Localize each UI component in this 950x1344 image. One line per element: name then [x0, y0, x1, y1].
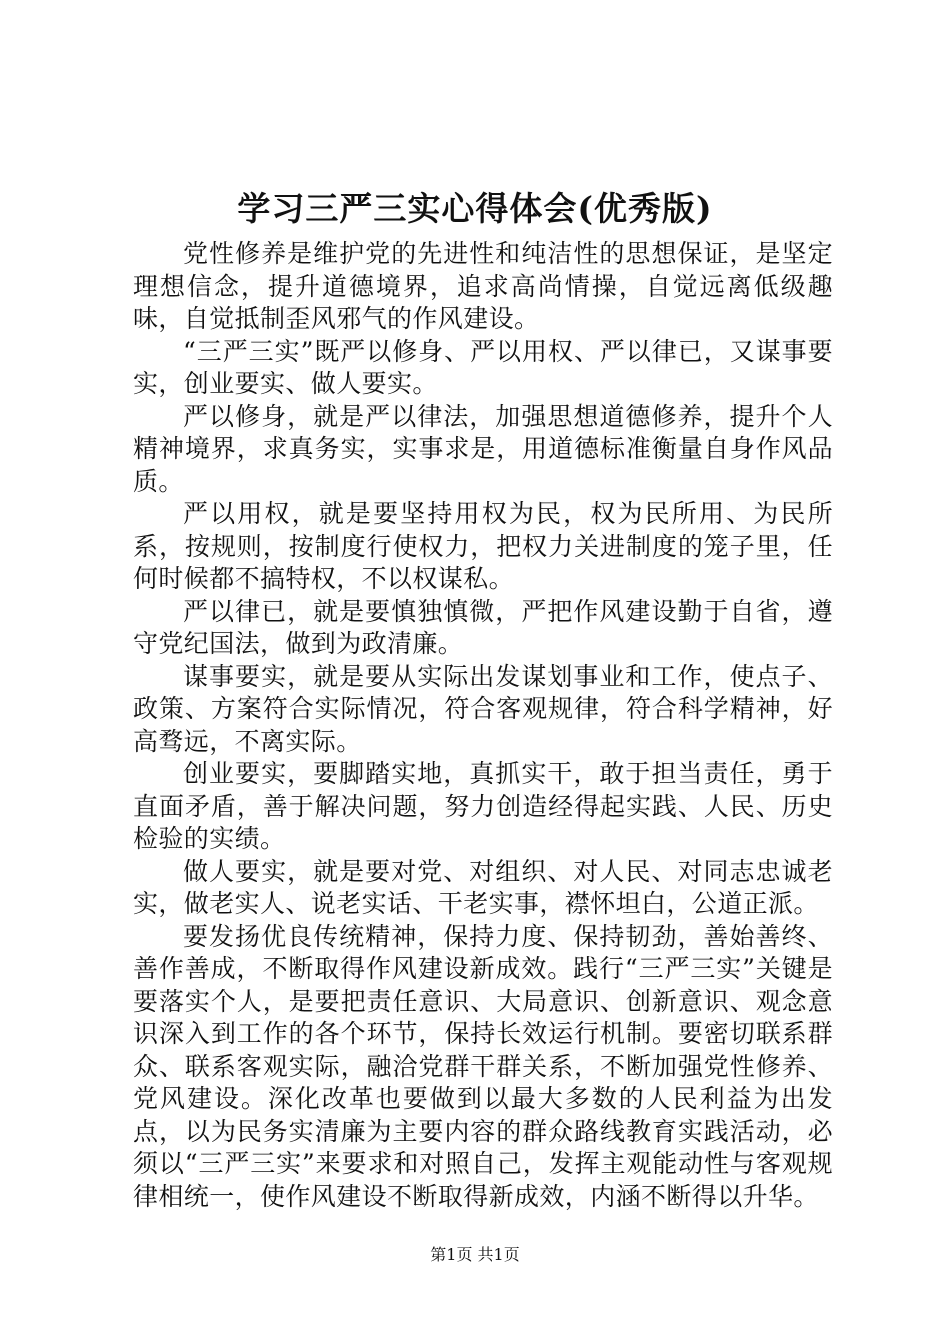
paragraph: 严以律已，就是要慎独慎微，严把作风建设勤于自省，遵守党纪国法，做到为政清廉。 [133, 596, 833, 658]
paragraph: 党性修养是维护党的先进性和纯洁性的思想保证，是坚定理想信念，提升道德境界，追求高尚情操，自觉远离低级趣味，自觉抵制歪风邪气的作风建设。 [133, 239, 833, 333]
paragraph: 要发扬优良传统精神，保持力度、保持韧劲，善始善终、善作善成，不断取得作风建设新成效。践行“三严三实”关键是要落实个人，是要把责任意识、大局意识、创新意识、观念意识深入到工作的各个环节，保持长效运行机制。要密切联系群众、联系客观实际，融洽党群干群关系，不断加强党性修养、党风建设。深化改革也要做到以最大多数的人民利益为出发点，以为民务实清廉为主要内容的群众路线教育实践活动，必须以“三严三实”来要求和对照自己，发挥主观能动性与客观规律相统一，使作风建设不断取得新成效，内涵不断得以升华。 [133, 921, 833, 1211]
paragraph: 创业要实，要脚踏实地，真抓实干，敢于担当责任，勇于直面矛盾，善于解决问题，努力创造经得起实践、人民、历史检验的实绩。 [133, 759, 833, 853]
paragraph: “三严三实”既严以修身、严以用权、严以律已，又谋事要实，创业要实、做人要实。 [133, 336, 833, 398]
paragraph: 严以修身，就是严以律法，加强思想道德修养，提升个人精神境界，求真务实，实事求是，用道德标准衡量自身作风品质。 [133, 401, 833, 496]
page-footer: 第1页 共1页 [430, 1245, 520, 1264]
paragraph: 谋事要实，就是要从实际出发谋划事业和工作，使点子、政策、方案符合实际情况，符合客观规律，符合科学精神，好高骛远，不离实际。 [133, 661, 833, 756]
paragraph: 严以用权，就是要坚持用权为民，权为民所用、为民所系，按规则，按制度行使权力，把权力关进制度的笼子里，任何时候都不搞特权，不以权谋私。 [133, 499, 833, 593]
paragraph: 做人要实，就是要对党、对组织、对人民、对同志忠诚老实，做老实人、说老实话、干老实事，襟怀坦白，公道正派。 [133, 856, 833, 918]
document-body [133, 238, 833, 1213]
document-title: 学习三严三实心得体会(优秀版) [237, 189, 713, 228]
